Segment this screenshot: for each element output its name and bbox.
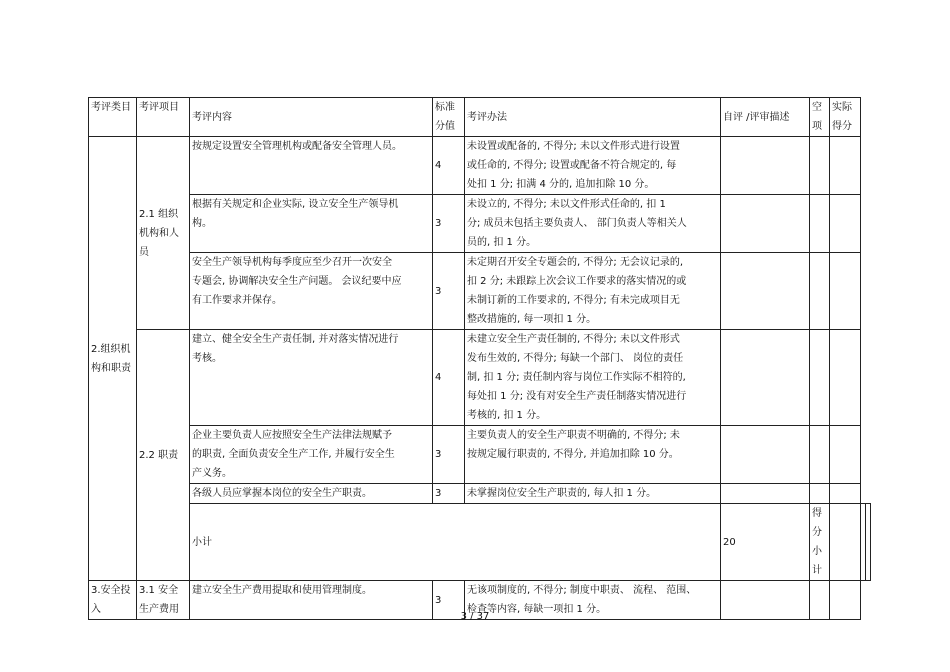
header-content: 考评内容 xyxy=(190,98,433,137)
method-cell: 无该项制度的, 不得分; 制度中职责、 流程、 范围、 检查等内容, 每缺一项扣 1 分。 xyxy=(465,581,721,620)
header-standard-score: 标准分值 xyxy=(433,98,465,137)
self-eval-cell xyxy=(830,504,861,581)
score-cell: 3 xyxy=(433,426,465,484)
score-cell: 3 xyxy=(433,581,465,620)
blank-cell xyxy=(810,195,830,253)
header-self-eval: 自评 /评审描述 xyxy=(721,98,810,137)
blank-cell xyxy=(810,137,830,195)
actual-cell xyxy=(830,253,861,330)
table-row xyxy=(89,426,871,484)
category-2: 2.组织机构和职责 xyxy=(89,137,137,581)
self-eval-cell xyxy=(721,484,810,504)
score-cell: 3 xyxy=(433,484,465,504)
score-cell: 4 xyxy=(433,137,465,195)
score-cell: 4 xyxy=(433,330,465,426)
page-number: 3 / 37 xyxy=(460,611,490,622)
header-row xyxy=(89,98,871,137)
score-cell: 3 xyxy=(433,195,465,253)
blank-cell xyxy=(810,484,830,504)
subtotal-label: 小计 xyxy=(190,504,721,581)
content-cell: 按规定设置安全管理机构或配备安全管理人员。 xyxy=(190,137,433,195)
content-cell: 建立、健全安全生产责任制, 并对落实情况进行 考核。 xyxy=(190,330,433,426)
table-row xyxy=(89,195,871,253)
header-method: 考评办法 xyxy=(465,98,721,137)
actual-cell xyxy=(866,504,871,581)
category-3: 3.安全投入 xyxy=(89,581,137,620)
method-cell: 未掌握岗位安全生产职责的, 每人扣 1 分。 xyxy=(465,484,721,504)
method-cell: 未设置或配备的, 不得分; 未以文件形式进行设置 或任命的, 不得分; 设置或配备不符合规定的, 每 处扣 1 分; 扣满 4 分的, 追加扣除 10 分。 xyxy=(465,137,721,195)
actual-cell xyxy=(830,484,861,504)
header-actual: 实际得分 xyxy=(830,98,861,137)
self-eval-cell xyxy=(721,195,810,253)
blank-cell xyxy=(810,426,830,484)
blank-cell xyxy=(810,330,830,426)
item-2-2: 2.2 职责 xyxy=(137,330,190,581)
header-blank: 空项 xyxy=(810,98,830,137)
content-cell: 各级人员应掌握本岗位的安全生产职责。 xyxy=(190,484,433,504)
self-eval-cell xyxy=(721,137,810,195)
method-cell: 未定期召开安全专题会的, 不得分; 无会议记录的, 扣 2 分; 未跟踪上次会议工作要求的落实情况的或 未制订新的工作要求的, 不得分; 有未完成项目无 整改措施的, 每一项扣 1 分。 xyxy=(465,253,721,330)
actual-cell xyxy=(830,426,861,484)
table-row xyxy=(89,330,871,426)
subtotal-score: 20 xyxy=(721,504,810,581)
subtotal-row xyxy=(89,504,871,581)
actual-cell xyxy=(830,330,861,426)
method-cell: 主要负责人的安全生产职责不明确的, 不得分; 未 按规定履行职责的, 不得分, 并追加扣除 10 分。 xyxy=(465,426,721,484)
actual-cell xyxy=(830,137,861,195)
item-3-1: 3.1 安全生产费用 xyxy=(137,581,190,620)
table-row xyxy=(89,484,871,504)
self-eval-cell xyxy=(721,253,810,330)
method-cell: 未建立安全生产责任制的, 不得分; 未以文件形式 发布生效的, 不得分; 每缺一个部门、 岗位的责任 制, 扣 1 分; 责任制内容与岗位工作实际不相符的, 每处扣 1 分; 没有对安全生产责任制落实情况进行 考核的, 扣 1 分。 xyxy=(465,330,721,426)
table-row xyxy=(89,253,871,330)
self-eval-cell xyxy=(721,426,810,484)
evaluation-table xyxy=(88,97,871,620)
content-cell: 根据有关规定和企业实际, 设立安全生产领导机 构。 xyxy=(190,195,433,253)
content-cell: 建立安全生产费用提取和使用管理制度。 xyxy=(190,581,433,620)
content-cell: 企业主要负责人应按照安全生产法律法规赋予 的职责, 全面负责安全生产工作, 并履行安全生 产义务。 xyxy=(190,426,433,484)
item-2-1: 2.1 组织机构和人员 xyxy=(137,137,190,330)
score-cell: 3 xyxy=(433,253,465,330)
self-eval-cell xyxy=(721,330,810,426)
header-category: 考评类目 xyxy=(89,98,137,137)
table-row xyxy=(89,137,871,195)
blank-cell xyxy=(810,253,830,330)
subtotal-method: 得分小计 xyxy=(810,504,830,581)
content-cell: 安全生产领导机构每季度应至少召开一次安全 专题会, 协调解决安全生产问题。 会议纪要中应 有工作要求并保存。 xyxy=(190,253,433,330)
actual-cell xyxy=(830,195,861,253)
method-cell: 未设立的, 不得分; 未以文件形式任命的, 扣 1 分; 成员未包括主要负责人、 部门负责人等相关人 员的, 扣 1 分。 xyxy=(465,195,721,253)
header-item: 考评项目 xyxy=(137,98,190,137)
